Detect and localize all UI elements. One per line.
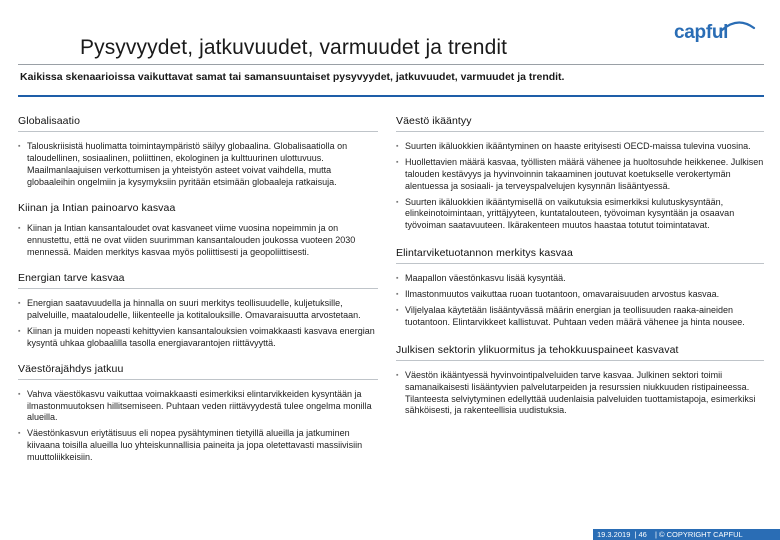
slide-title: Pysyvyydet, jatkuvuudet, varmuudet ja trendit xyxy=(80,36,508,59)
bullet-item: ▪ Viljelyalaa käytetään lisääntyvässä määrin energian ja teollisuuden raaka-aineiden tuotantoon. Elintarvikkeet kallistuvat. Puhtaan veden määrä vähenee ja hinta nousee. xyxy=(396,305,764,329)
section-elintarvike xyxy=(396,248,764,329)
bullet-item: ▪ Huollettavien määrä kasvaa, työllisten määrä vähenee ja huoltosuhde heikkenee. Julkisen talouden kestävyys ja hyvinvoinnin takaaminen joutuvat koetukselle verokertymän alentuessa ja sosiaali- ja terveyspalvelujen kysynnän lisääntyessä. xyxy=(396,157,764,193)
bullet-item: ▪ Energian saatavuudella ja hinnalla on suuri merkitys teollisuudelle, kuljetuksille, palveluille, maataloudelle, liikenteelle ja kotitalouksille. Omavaraisuutta arvostetaan. xyxy=(18,298,378,322)
section-heading: Energian tarve kasvaa xyxy=(18,273,378,289)
footer-date: 19.3.2019 xyxy=(597,530,631,539)
bullet-item: ▪ Kiinan ja Intian kansantaloudet ovat kasvaneet viime vuosina nopeimmin ja on ennustettu, että ne ovat viiden suurimman kansantalouden joukossa vuoteen 2030 mennessä. Maiden merkitys kasvaa myös poliittisesti ja geopoliittisesti. xyxy=(18,223,378,259)
section-energia xyxy=(18,273,378,350)
bullet-item: ▪ Maapallon väestönkasvu lisää kysyntää. xyxy=(396,273,764,285)
footer-page-number: | 46 xyxy=(634,530,647,539)
slide-subtitle: Kaikissa skenaarioissa vaikuttavat samat tai samansuuntaiset pysyvyydet, jatkuvuudet, varmuudet ja trendit. xyxy=(20,71,565,83)
bullet-item: ▪ Vahva väestökasvu vaikuttaa voimakkaasti esimerkiksi elintarvikkeiden kysyntään ja ilmastonmuutoksen hillitsemiseen. Puhtaan veden riittävyydestä tulee ongelma monilla alueilla. xyxy=(18,389,378,425)
bullet-item: ▪ Suurten ikäluokkien ikääntymisellä on vaikutuksia esimerkiksi kulutuskysyntään, elinkeinotoimintaan, yrittäjyyteen, kuntatalouteen, työvoiman kysyntään ja osaavan työvoiman saatavuuteen. Ikärakenteen muutos haastaa totutut toimintatavat. xyxy=(396,197,764,233)
title-divider xyxy=(18,64,764,65)
capful-logo xyxy=(674,18,766,50)
section-heading: Väestö ikääntyy xyxy=(396,116,764,132)
right-column xyxy=(396,116,764,433)
bullet-item: ▪ Talouskriisistä huolimatta toimintaympäristö säilyy globaalina. Globalisaatiolla on taloudellinen, sosiaalinen, poliittinen, ekologinen ja kulttuurinen ulottuvuus. Maailmanlaajuisen verkottumisen ja yhteistyön asteet voivat vaihdella, mutta globaaleihin ongelmiin ja kysymyksiin pyritään etsimään globaaleja ratkaisuja. xyxy=(18,141,378,189)
section-heading: Väestörajähdys jatkuu xyxy=(18,364,378,380)
logo-text: capful xyxy=(674,22,729,43)
footer-copyright: | © COPYRIGHT CAPFUL xyxy=(654,530,743,539)
section-kiina-intia xyxy=(18,203,378,260)
bullet-item: ▪ Väestön ikääntyessä hyvinvointipalveluiden tarve kasvaa. Julkinen sektori toimii samanaikaisesti lisääntyvien palvelutarpeiden ja resurssien niukkuuden ristipaineessa. Tilanteesta selviytyminen edellyttää uudenlaisia palveluiden tuottamistapoja, esimerkiksi sähköisesti, ja rakenteellisia uudistuksia. xyxy=(396,370,764,418)
section-heading: Globalisaatio xyxy=(18,116,378,132)
section-heading: Elintarviketuotannon merkitys kasvaa xyxy=(396,248,764,264)
bullet-item: ▪ Väestönkasvun eriytätisuus eli nopea pysähtyminen tietyillä alueilla ja jatkuminen kiivaana toisilla alueilla luo yhteiskunnallisia paineita ja jopa oletettavasti massiivisiin muuttoliikkeisiin. xyxy=(18,428,378,464)
left-column xyxy=(18,116,378,478)
section-vaesto-ikaantyy xyxy=(396,116,764,232)
section-heading: Kiinan ja Intian painoarvo kasvaa xyxy=(18,201,176,214)
bullet-item: ▪ Kiinan ja muiden nopeasti kehittyvien kansantalouksien voimakkaasti kasvava energian kysyntä uhkaa globaalilla tasolla energiavarantojen riittävyyttä. xyxy=(18,326,378,350)
section-heading: Julkisen sektorin ylikuormitus ja tehokkuuspaineet kasvavat xyxy=(396,345,764,361)
subtitle-divider xyxy=(18,95,764,97)
footer-bar xyxy=(593,529,780,540)
section-globalisaatio xyxy=(18,116,378,189)
section-julkinen-sektori xyxy=(396,345,764,418)
section-vaesto xyxy=(18,364,378,464)
bullet-item: ▪ Suurten ikäluokkien ikääntyminen on haaste erityisesti OECD-maissa tulevina vuosina. xyxy=(396,141,764,153)
bullet-item: ▪ Ilmastonmuutos vaikuttaa ruoan tuotantoon, omavaraisuuden arvostus kasvaa. xyxy=(396,289,764,301)
